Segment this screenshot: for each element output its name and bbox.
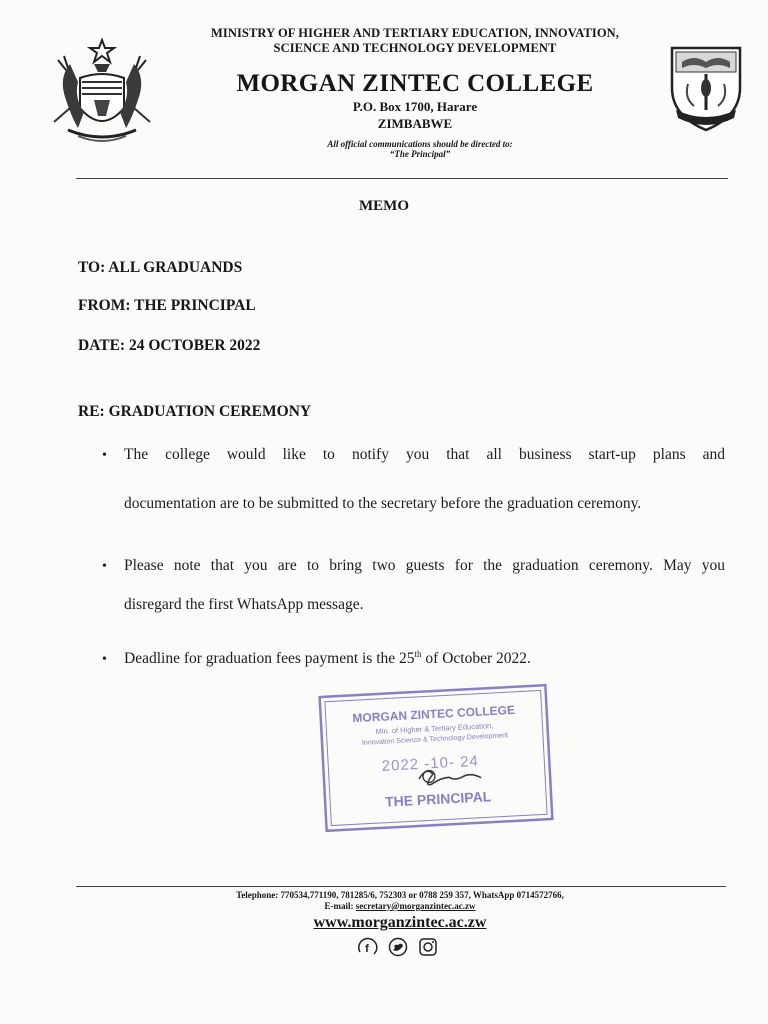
telephone-numbers: Telephone: 770534,771190, 781285/6, 752303 or 0788 259 357, WhatsApp 0714572766, [236, 890, 564, 900]
instagram-icon[interactable] [420, 939, 436, 955]
po-box: P.O. Box 1700, Harare [352, 99, 478, 114]
header-divider [76, 178, 728, 179]
bullet-1-line-2: documentation are to be submitted to the secretary before the graduation ceremony. [124, 495, 642, 512]
coat-of-arms-emblem [44, 38, 160, 150]
memo-title: MEMO [359, 198, 409, 214]
stamp-college-name: MORGAN ZINTEC COLLEGE [352, 702, 516, 726]
twitter-icon[interactable] [390, 939, 407, 956]
email-link[interactable]: secretary@morganzintec.ac.zw [355, 901, 476, 911]
stamp-ministry-line: Min. of Higher & Tertiary Education, [375, 720, 494, 737]
bullet-point: • [102, 448, 107, 463]
footer-divider [76, 886, 726, 887]
memo-subject: RE: GRADUATION CEREMONY [78, 403, 312, 420]
website-link[interactable]: www.morganzintec.ac.zw [313, 914, 487, 931]
ministry-line-2: SCIENCE AND TECHNOLOGY DEVELOPMENT [273, 41, 557, 55]
social-icons [356, 936, 446, 958]
stamp-role: THE PRINCIPAL [384, 788, 492, 810]
email-label: E-mail: [324, 901, 356, 911]
official-stamp [316, 682, 555, 834]
ministry-name [160, 26, 670, 56]
deadline-text-end: of October 2022. [421, 650, 531, 667]
memo-from: FROM: THE PRINCIPAL [78, 297, 256, 314]
stamp-ministry-line-2: Innovation Science & Technology Development [361, 732, 509, 747]
college-crest-logo [668, 44, 744, 132]
svg-text:f: f [365, 943, 369, 955]
communications-note: All official communications should be directed to: [327, 139, 513, 149]
memo-date: DATE: 24 OCTOBER 2022 [78, 337, 261, 354]
bullet-point: • [102, 652, 107, 667]
bullet-point: • [102, 559, 107, 574]
stamp-date: 2022 -10- 24 [381, 752, 480, 775]
bullet-2-line-2: disregard the first WhatsApp message. [124, 596, 364, 613]
email-line [280, 901, 520, 911]
country: ZIMBABWE [377, 116, 453, 131]
communications-addressee: “The Principal” [389, 149, 451, 159]
college-name: MORGAN ZINTEC COLLEGE [236, 70, 594, 97]
memo-to: TO: ALL GRADUANDS [78, 259, 243, 276]
bullet-3-line-1 [124, 650, 725, 668]
ordinal-suffix: th [414, 648, 422, 659]
bullet-1-line-1: The college would like to notify you that all business start-up plans and [124, 446, 725, 463]
bullet-2-line-1: Please note that you are to bring two guests for the graduation ceremony. May you [124, 557, 725, 574]
facebook-icon[interactable] [359, 938, 377, 955]
deadline-text: Deadline for graduation fees payment is the 25 [124, 650, 415, 667]
ministry-line-1: MINISTRY OF HIGHER AND TERTIARY EDUCATION, INNOVATION, [210, 26, 620, 40]
